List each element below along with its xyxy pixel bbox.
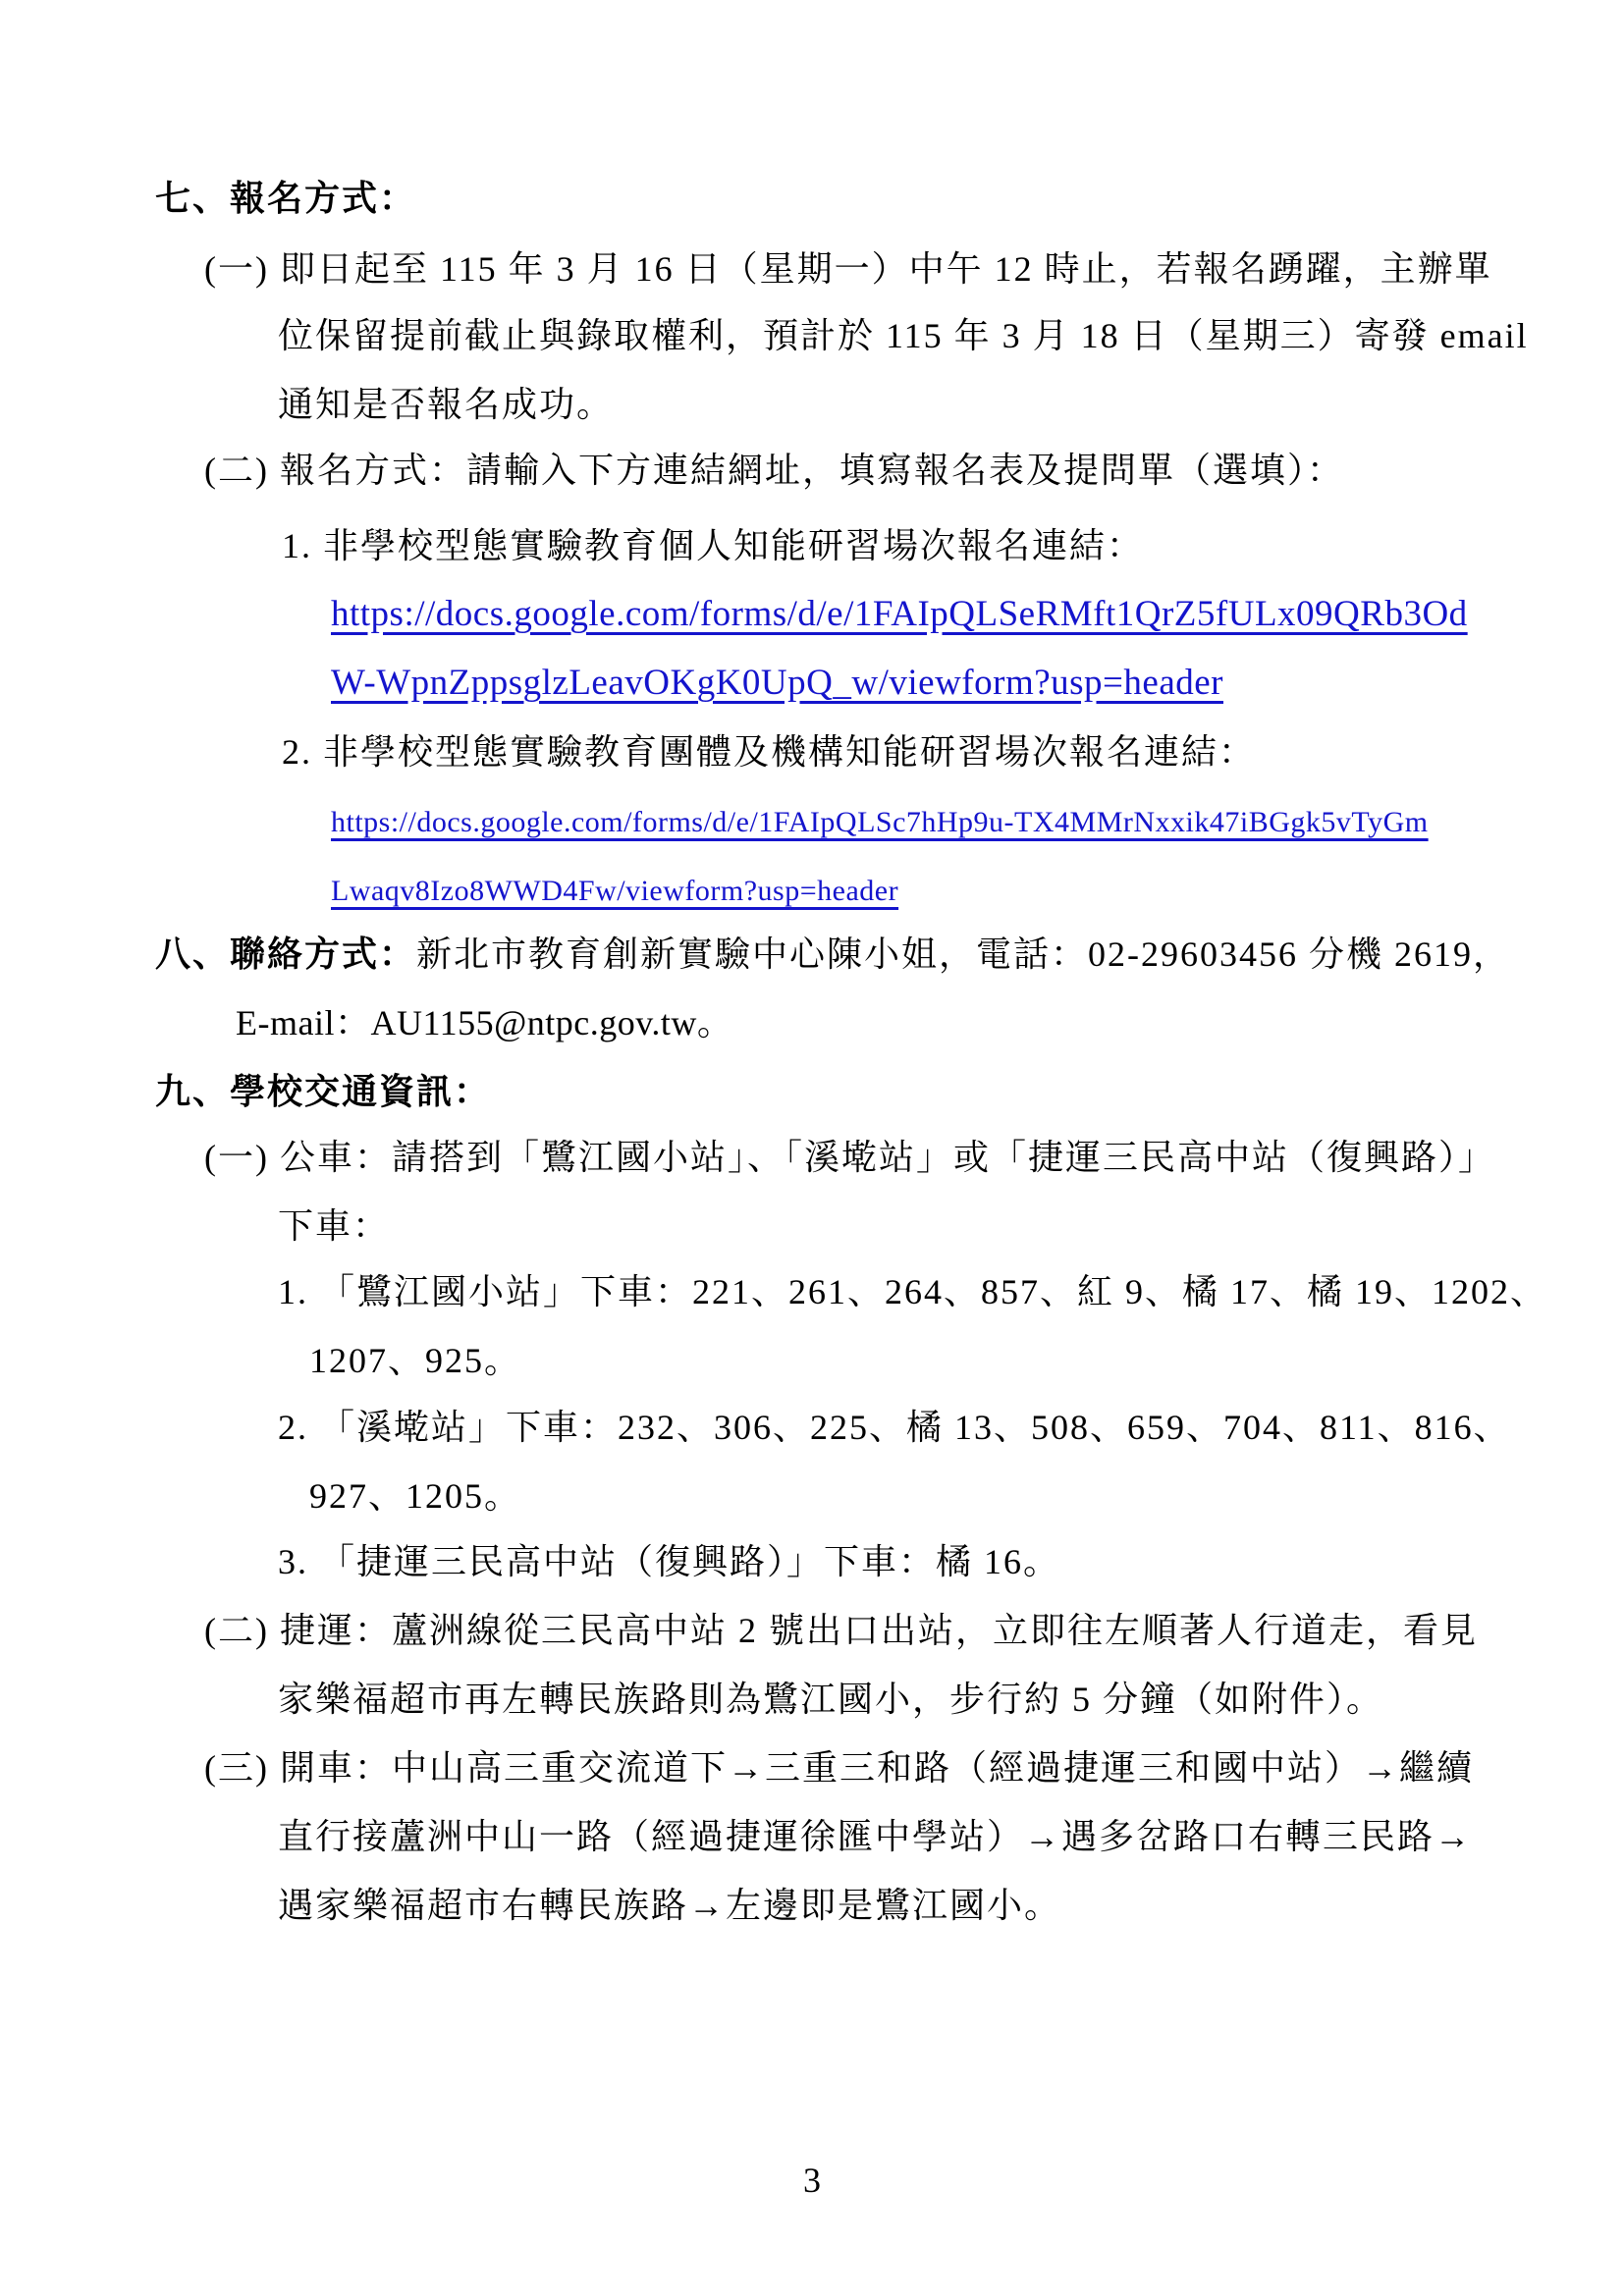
transport-mrt-line2: 家樂福超市再左轉民族路則為鷺江國小，步行約 5 分鐘（如附件）。	[278, 1680, 1384, 1719]
contact-info-text: 新北市教育創新實驗中心陳小姐，電話：02-29603456 分機 2619，	[416, 934, 1511, 974]
section-registration-heading: 七、報名方式：	[155, 179, 417, 218]
registration-item1-line2: 位保留提前截止與錄取權利，預計於 115 年 3 月 18 日（星期三）寄發 email	[278, 316, 1529, 355]
page-number: 3	[803, 2161, 821, 2200]
bus-stop2-line2: 927、1205。	[309, 1476, 522, 1516]
transport-drive-line2: 直行接蘆洲中山一路（經過捷運徐匯中學站）→遇多岔路口右轉三民路→	[278, 1817, 1473, 1856]
group-session-link-title: 2. 非學校型態實驗教育團體及機構知能研習場次報名連結：	[282, 732, 1257, 772]
registration-item1-line3: 通知是否報名成功。	[278, 385, 615, 424]
contact-email-line: E-mail：AU1155@ntpc.gov.tw。	[236, 1003, 733, 1042]
individual-session-link-url-line1[interactable]: https://docs.google.com/forms/d/e/1FAIpQLSeRMft1QrZ5fULx09QRb3Od	[331, 594, 1468, 634]
bus-stop3-line1: 3. 「捷運三民高中站（復興路）」下車：橘 16。	[278, 1542, 1061, 1581]
group-session-link-url-line2[interactable]: Lwaqv8Izo8WWD4Fw/viewform?usp=header	[331, 875, 899, 907]
transport-bus-line2: 下車：	[278, 1206, 391, 1246]
section-transport-heading: 九、學校交通資訊：	[155, 1072, 492, 1111]
registration-item2-line1: (二) 報名方式：請輸入下方連結網址，填寫報名表及提問單（選填）：	[204, 451, 1344, 490]
transport-drive-line3: 遇家樂福超市右轉民族路→左邊即是鷺江國小。	[278, 1886, 1062, 1925]
individual-session-link-title: 1. 非學校型態實驗教育個人知能研習場次報名連結：	[282, 526, 1145, 565]
bus-stop1-line1: 1. 「鷺江國小站」下車：221、261、264、857、紅 9、橘 17、橘 19、1202、	[278, 1272, 1548, 1311]
section-contact-heading: 八、聯絡方式：	[155, 934, 417, 974]
individual-session-link-url-line2[interactable]: W-WpnZppsglzLeavOKgK0UpQ_w/viewform?usp=header	[331, 663, 1223, 703]
section-contact-line1	[155, 920, 1510, 988]
registration-item1-line1: (一) 即日起至 115 年 3 月 16 日（星期一）中午 12 時止，若報名踴躍，主辦單	[204, 249, 1492, 289]
transport-bus-line1: (一) 公車：請搭到「鷺江國小站」、「溪墘站」或「捷運三民高中站（復興路）」	[204, 1138, 1495, 1177]
bus-stop1-line2: 1207、925。	[309, 1341, 522, 1380]
transport-drive-line1: (三) 開車：中山高三重交流道下→三重三和路（經過捷運三和國中站）→繼續	[204, 1748, 1474, 1788]
transport-mrt-line1: (二) 捷運：蘆洲線從三民高中站 2 號出口出站，立即往左順著人行道走，看見	[204, 1611, 1478, 1650]
group-session-link-url-line1[interactable]: https://docs.google.com/forms/d/e/1FAIpQLSc7hHp9u-TX4MMrNxxik47iBGgk5vTyGm	[331, 806, 1429, 838]
bus-stop2-line1: 2. 「溪墘站」下車：232、306、225、橘 13、508、659、704、811、816、	[278, 1408, 1511, 1447]
